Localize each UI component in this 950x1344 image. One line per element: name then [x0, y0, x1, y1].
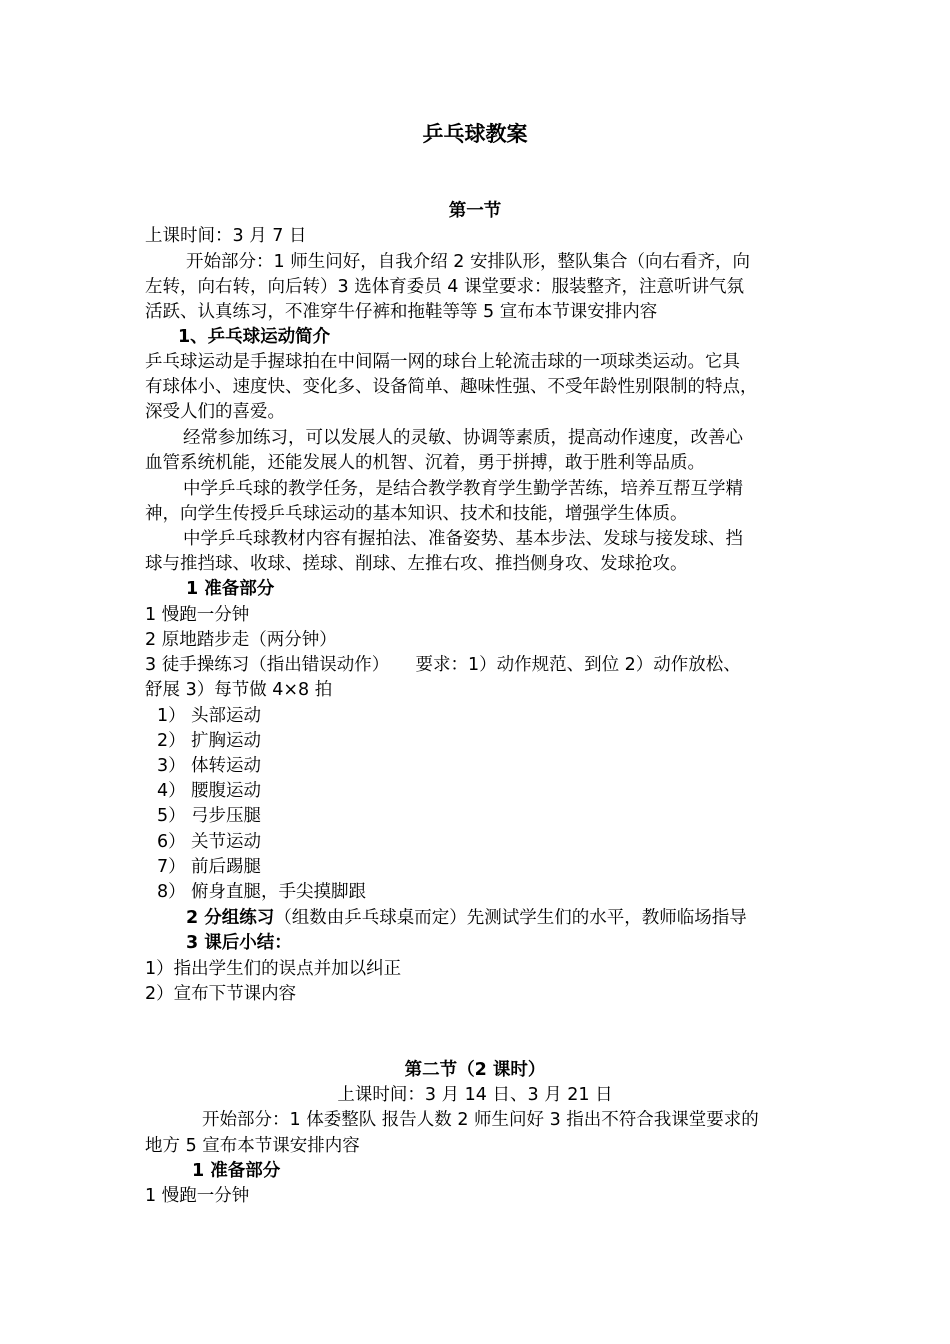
s2-start-line-2: 地方 5 宣布本节课安排内容 [145, 1136, 360, 1156]
exercise-item [145, 704, 261, 729]
s1-group-practice [186, 906, 747, 931]
s1-summary-line-1: 1）指出学生们的误点并加以纠正 [145, 959, 402, 979]
s1-p2-line-2: 血管系统机能，还能发展人的机智、沉着，勇于拼搏，敢于胜利等品质。 [145, 453, 705, 473]
s1-summary-line-2: 2）宣布下节课内容 [145, 984, 297, 1004]
exercise-label: 前后踢腿 [191, 857, 261, 877]
group-practice-heading: 2 分组练习 [186, 908, 275, 928]
s1-p3-line-2: 神，向学生传授乒乓球运动的基本知识、技术和技能，增强学生体质。 [145, 504, 688, 524]
exercise-item [145, 729, 261, 754]
exercise-label: 弓步压腿 [191, 806, 261, 826]
exercise-item [145, 754, 261, 779]
s1-p3-line-1: 中学乒乓球的教学任务，是结合教学教育学生勤学苦练，培养互帮互学精 [183, 479, 743, 499]
s1-intro-line-1: 乒乓球运动是手握球拍在中间隔一网的球台上轮流击球的一项球类运动。它具 [145, 352, 740, 372]
s1-intro-line-2: 有球体小、速度快、变化多、设备简单、趣味性强、不受年龄性别限制的特点， [145, 377, 758, 397]
s2-prep-heading: 1 准备部分 [192, 1161, 281, 1181]
s1-p4-line-1: 中学乒乓球教材内容有握拍法、准备姿势、基本步法、发球与接发球、挡 [183, 529, 743, 549]
exercise-item [145, 779, 261, 804]
exercise-label: 腰腹运动 [191, 781, 261, 801]
exercise-label: 体转运动 [191, 756, 261, 776]
exercise-label: 头部运动 [191, 706, 261, 726]
s2-prep-line-1: 1 慢跑一分钟 [145, 1186, 250, 1206]
s1-prep-line-4: 舒展 3）每节做 4×8 拍 [145, 680, 333, 700]
exercise-number: 1） [157, 706, 186, 726]
exercise-item [145, 804, 261, 829]
exercise-item [145, 855, 261, 880]
s1-intro-line-3: 深受人们的喜爱。 [145, 402, 285, 422]
s1-intro-heading: 1、乒乓球运动简介 [178, 327, 331, 347]
exercise-number: 8） [157, 882, 186, 902]
s1-prep-line-2: 2 原地踏步走（两分钟） [145, 630, 337, 650]
s1-summary-heading: 3 课后小结： [186, 933, 292, 953]
group-practice-text: （组数由乒乓球桌而定）先测试学生们的水平，教师临场指导 [274, 908, 747, 928]
section-2-heading: 第二节（2 课时） [404, 1060, 546, 1080]
exercise-label: 关节运动 [191, 832, 261, 852]
s1-p4-line-2: 球与推挡球、收球、搓球、削球、左推右攻、推挡侧身攻、发球抢攻。 [145, 554, 688, 574]
exercise-number: 3） [157, 756, 186, 776]
s1-start-line-3: 活跃、认真练习，不准穿牛仔裤和拖鞋等等 5 宣布本节课安排内容 [145, 302, 658, 322]
section-1-heading: 第一节 [448, 201, 502, 221]
exercise-label: 俯身直腿，手尖摸脚跟 [191, 882, 366, 902]
exercise-number: 6） [157, 832, 186, 852]
s1-prep-line-3: 3 徒手操练习（指出错误动作） 要求：1）动作规范、到位 2）动作放松、 [145, 655, 741, 675]
section-2-time: 上课时间：3 月 14 日、3 月 21 日 [337, 1085, 613, 1105]
exercise-item [145, 880, 366, 905]
s1-p2-line-1: 经常参加练习，可以发展人的灵敏、协调等素质，提高动作速度，改善心 [183, 428, 743, 448]
exercise-number: 2） [157, 731, 186, 751]
s2-start-line-1: 开始部分：1 体委整队 报告人数 2 师生问好 3 指出不符合我课堂要求的 [202, 1110, 759, 1130]
s1-start-line-2: 左转，向右转，向后转）3 选体育委员 4 课堂要求：服装整齐，注意听讲气氛 [145, 277, 744, 297]
document-title: 乒乓球教案 [422, 122, 528, 146]
section-1-time: 上课时间：3 月 7 日 [145, 226, 307, 246]
exercise-number: 5） [157, 806, 186, 826]
exercise-label: 扩胸运动 [191, 731, 261, 751]
exercise-number: 7） [157, 857, 186, 877]
s1-prep-line-1: 1 慢跑一分钟 [145, 605, 250, 625]
exercise-item [145, 830, 261, 855]
s1-start-line-1: 开始部分：1 师生问好，自我介绍 2 安排队形，整队集合（向右看齐，向 [186, 252, 750, 272]
exercise-number: 4） [157, 781, 186, 801]
s1-prep-heading: 1 准备部分 [186, 579, 275, 599]
